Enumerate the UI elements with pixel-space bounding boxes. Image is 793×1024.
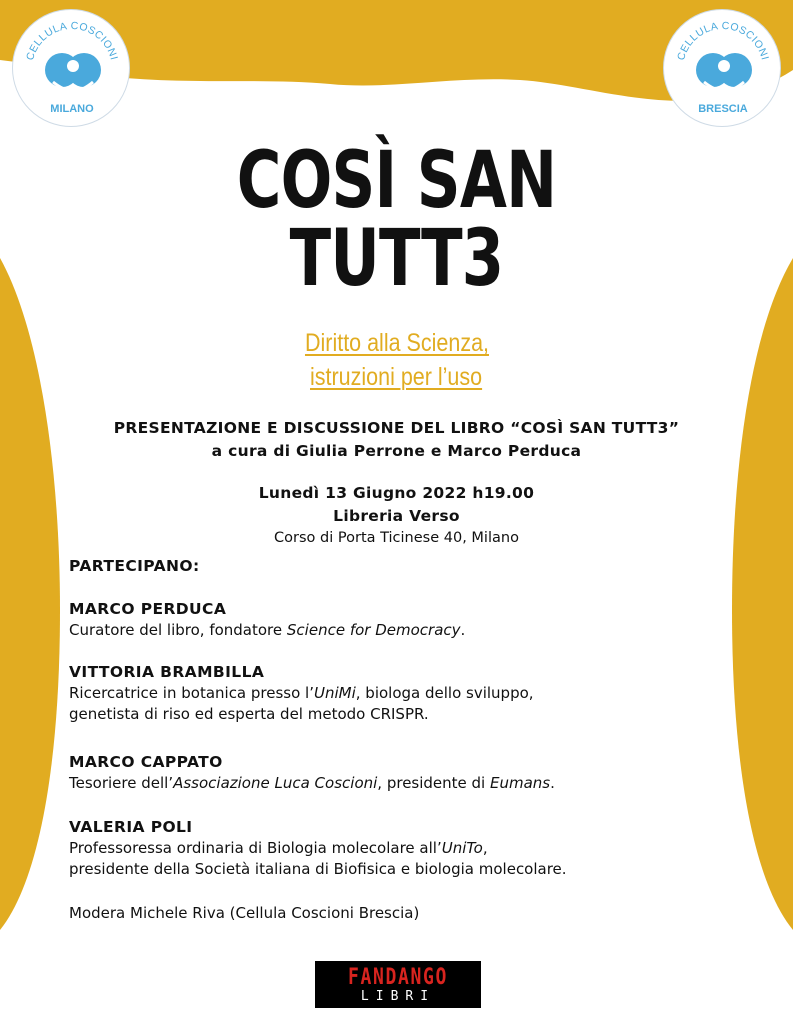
event-venue: Libreria Verso	[333, 507, 460, 525]
logo-emblem-icon	[696, 53, 752, 91]
subtitle-line1: Diritto alla Scienza,	[304, 329, 489, 357]
moderator-text: Modera Michele Riva (Cellula Coscioni Brescia)	[69, 904, 420, 922]
left-yellow-curve	[0, 258, 60, 930]
logo-bottom-text: MILANO	[50, 103, 94, 115]
cellula-coscioni-milano-logo	[12, 9, 130, 127]
participant-name: VALERIA POLI	[69, 818, 193, 836]
participant-description-line2: presidente della Società italiana di Biofisica e biologia molecolare.	[69, 860, 567, 878]
participant-description-line2: genetista di riso ed esperta del metodo CRISPR.	[69, 705, 429, 723]
participant-name: MARCO CAPPATO	[69, 753, 223, 771]
participant-item	[69, 817, 567, 880]
event-address: Corso di Porta Ticinese 40, Milano	[274, 530, 519, 546]
presentation-heading: PRESENTAZIONE E DISCUSSIONE DEL LIBRO “COSÌ SAN TUTT3”	[113, 419, 680, 437]
main-title-line2: TUTT3	[289, 214, 504, 304]
logo-top-text: CELLULA COSCIONI	[24, 19, 120, 62]
participant-description: Curatore del libro, fondatore Science for Democracy.	[69, 621, 466, 639]
participant-item	[69, 752, 555, 794]
cellula-coscioni-brescia-logo	[663, 9, 781, 127]
logo-top-text: CELLULA COSCIONI	[675, 19, 771, 62]
participant-item	[69, 662, 534, 725]
participant-description: Tesoriere dell’Associazione Luca Coscioni, presidente di Eumans.	[69, 774, 555, 792]
participants-heading: PARTECIPANO:	[69, 557, 200, 575]
presentation-curators: a cura di Giulia Perrone e Marco Perduca	[211, 442, 582, 460]
publisher-name: FANDANGO	[347, 965, 449, 990]
subtitle-line2: istruzioni per l’uso	[310, 363, 483, 391]
svg-text:CELLULA COSCIONI	[24, 20, 120, 62]
svg-text:CELLULA COSCIONI	[675, 20, 771, 62]
event-date: Lunedì 13 Giugno 2022 h19.00	[258, 484, 535, 502]
participant-name: MARCO PERDUCA	[69, 600, 227, 618]
logo-emblem-icon	[45, 53, 101, 91]
participant-description: Ricercatrice in botanica presso l’UniMi, biologa dello sviluppo,	[69, 684, 534, 702]
participant-item	[69, 599, 465, 641]
fandango-libri-logo	[315, 961, 481, 1008]
right-yellow-curve	[732, 258, 793, 930]
logo-bottom-text: BRESCIA	[698, 103, 748, 115]
participant-description: Professoressa ordinaria di Biologia molecolare all’UniTo,	[69, 839, 488, 857]
publisher-subname: LIBRI	[360, 989, 436, 1004]
main-title-line1: COSÌ SAN	[236, 136, 557, 226]
participant-name: VITTORIA BRAMBILLA	[69, 663, 265, 681]
